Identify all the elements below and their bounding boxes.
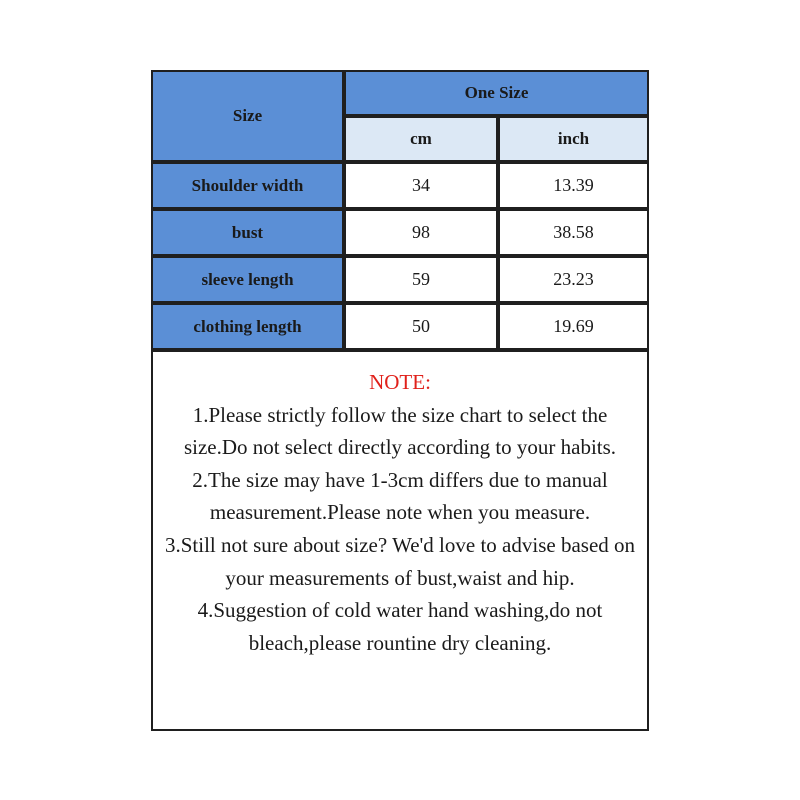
cm-column-header: cm xyxy=(344,116,498,162)
cell-inch: 38.58 xyxy=(498,209,649,256)
cell-inch: 13.39 xyxy=(498,162,649,209)
inch-column-header: inch xyxy=(498,116,649,162)
note-item: 3.Still not sure about size? We'd love to advise based on your measurements of bust,waist and hip. xyxy=(164,532,636,590)
note-item: 4.Suggestion of cold water hand washing,do not bleach,please rountine dry cleaning. xyxy=(197,598,603,655)
size-header: Size xyxy=(151,70,344,162)
cell-cm: 50 xyxy=(344,303,498,350)
cell-inch: 23.23 xyxy=(498,256,649,303)
row-label-shoulder-width: Shoulder width xyxy=(151,162,344,209)
cell-cm: 34 xyxy=(344,162,498,209)
cell-cm: 98 xyxy=(344,209,498,256)
row-label-sleeve-length: sleeve length xyxy=(151,256,344,303)
cell-cm: 59 xyxy=(344,256,498,303)
row-label-clothing-length: clothing length xyxy=(151,303,344,350)
one-size-header: One Size xyxy=(344,70,649,116)
note-title: NOTE: xyxy=(369,370,431,394)
note-item: 2.The size may have 1-3cm differs due to manual measurement.Please note when you measure. xyxy=(192,467,608,525)
note-box xyxy=(151,350,649,731)
note-item: 1.Please strictly follow the size chart to select the size.Do not select directly according to your habits. xyxy=(183,402,617,460)
row-label-bust: bust xyxy=(151,209,344,256)
cell-inch: 19.69 xyxy=(498,303,649,350)
